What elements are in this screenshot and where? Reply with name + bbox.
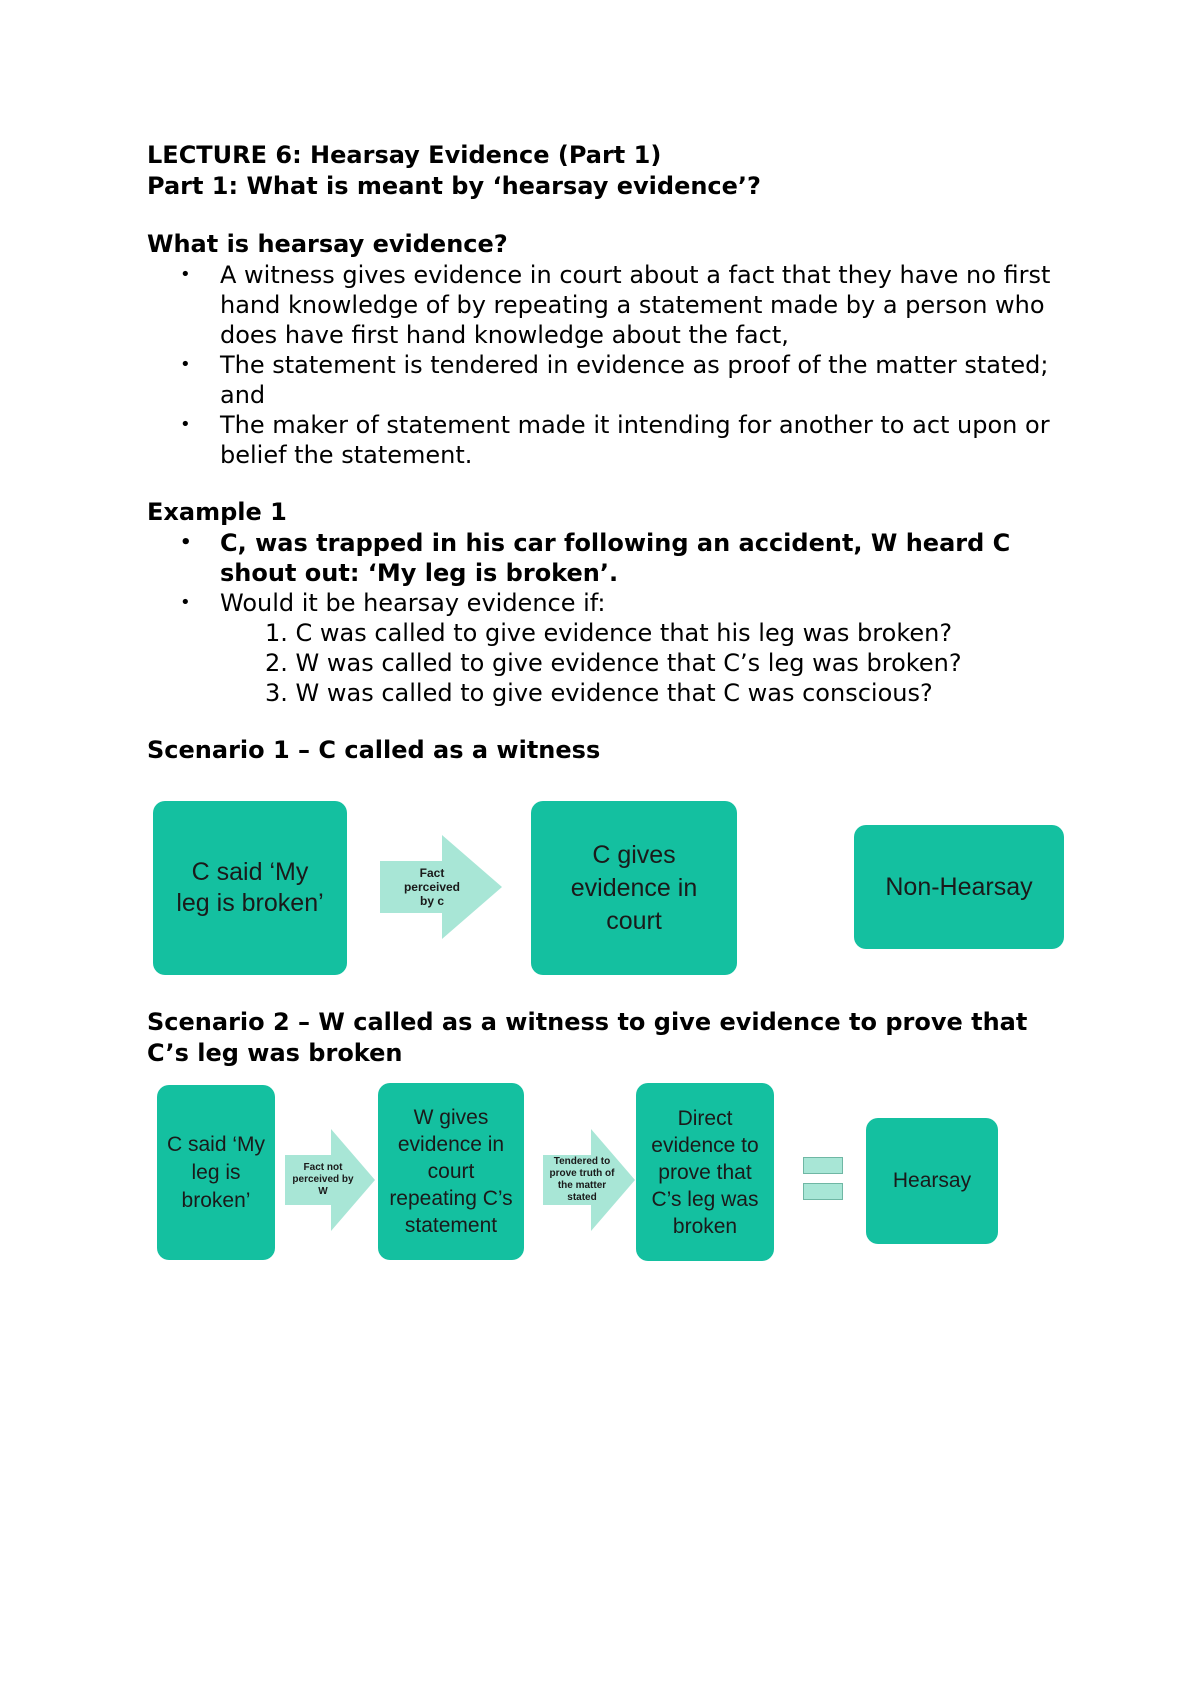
box-label: C said ‘My leg is broken’ [176,858,324,917]
question-heading: What is hearsay evidence? [147,230,508,258]
scenario2-heading: Scenario 2 – W called as a witness to give evidence to prove that C’s leg was broken [147,1008,1028,1067]
box-label: Non-Hearsay [885,872,1033,901]
definition-list [147,260,1077,470]
scenario2-statement-box [157,1085,275,1260]
scenario2-direct-box [636,1083,774,1261]
part-heading: Part 1: What is meant by ‘hearsay evidence’? [147,172,761,200]
example-list [147,528,1077,618]
list-item: • C, was trapped in his car following an accident, W heard C shout out: ‘My leg is broken’. [180,528,1077,588]
scenario2-arrow-1 [285,1129,375,1231]
equals-top-bar [803,1157,843,1174]
scenario2-evidence-box [378,1083,524,1260]
equals-bottom-bar [803,1183,843,1200]
example-heading: Example 1 [147,498,287,526]
list-item: • Would it be hearsay evidence if: [180,588,1077,618]
scenario1-heading: Scenario 1 – C called as a witness [147,736,601,764]
question-list [147,618,1077,708]
arrow-label: Fact not perceived by W [292,1162,354,1197]
list-item: 1. C was called to give evidence that his leg was broken? [265,619,953,647]
box-label: W gives evidence in court repeating C’s statement [389,1106,513,1237]
scenario2-arrow-2 [543,1129,635,1231]
arrow-label: Fact perceived by c [403,866,461,908]
lecture-title: LECTURE 6: Hearsay Evidence (Part 1) [147,141,662,169]
scenario1-arrow [380,835,502,939]
document-body [147,140,1077,766]
box-label: C said ‘My leg is broken’ [166,1132,266,1212]
box-label: C gives evidence in court [570,840,698,935]
box-label: Hearsay [892,1169,972,1192]
scenario2-heading-wrap [147,1007,1077,1069]
list-item: • The statement is tendered in evidence as proof of the matter stated; and [180,350,1077,410]
scenario1-result-box [854,825,1064,949]
list-item: 3. W was called to give evidence that C was conscious? [265,679,933,707]
scenario1-evidence-box [531,801,737,975]
list-item: • The maker of statement made it intending for another to act upon or belief the statement. [180,410,1077,470]
list-item: 2. W was called to give evidence that C’s leg was broken? [265,649,962,677]
scenario2-result-box [866,1118,998,1244]
scenario1-statement-box [153,801,347,975]
box-label: Direct evidence to prove that C’s leg was broken [651,1106,759,1238]
arrow-label: Tendered to prove truth of the matter stated [549,1156,615,1203]
list-item: • A witness gives evidence in court about a fact that they have no first hand knowledge of by repeating a statement made by a person who does have first hand knowledge about the fact, [180,260,1077,350]
